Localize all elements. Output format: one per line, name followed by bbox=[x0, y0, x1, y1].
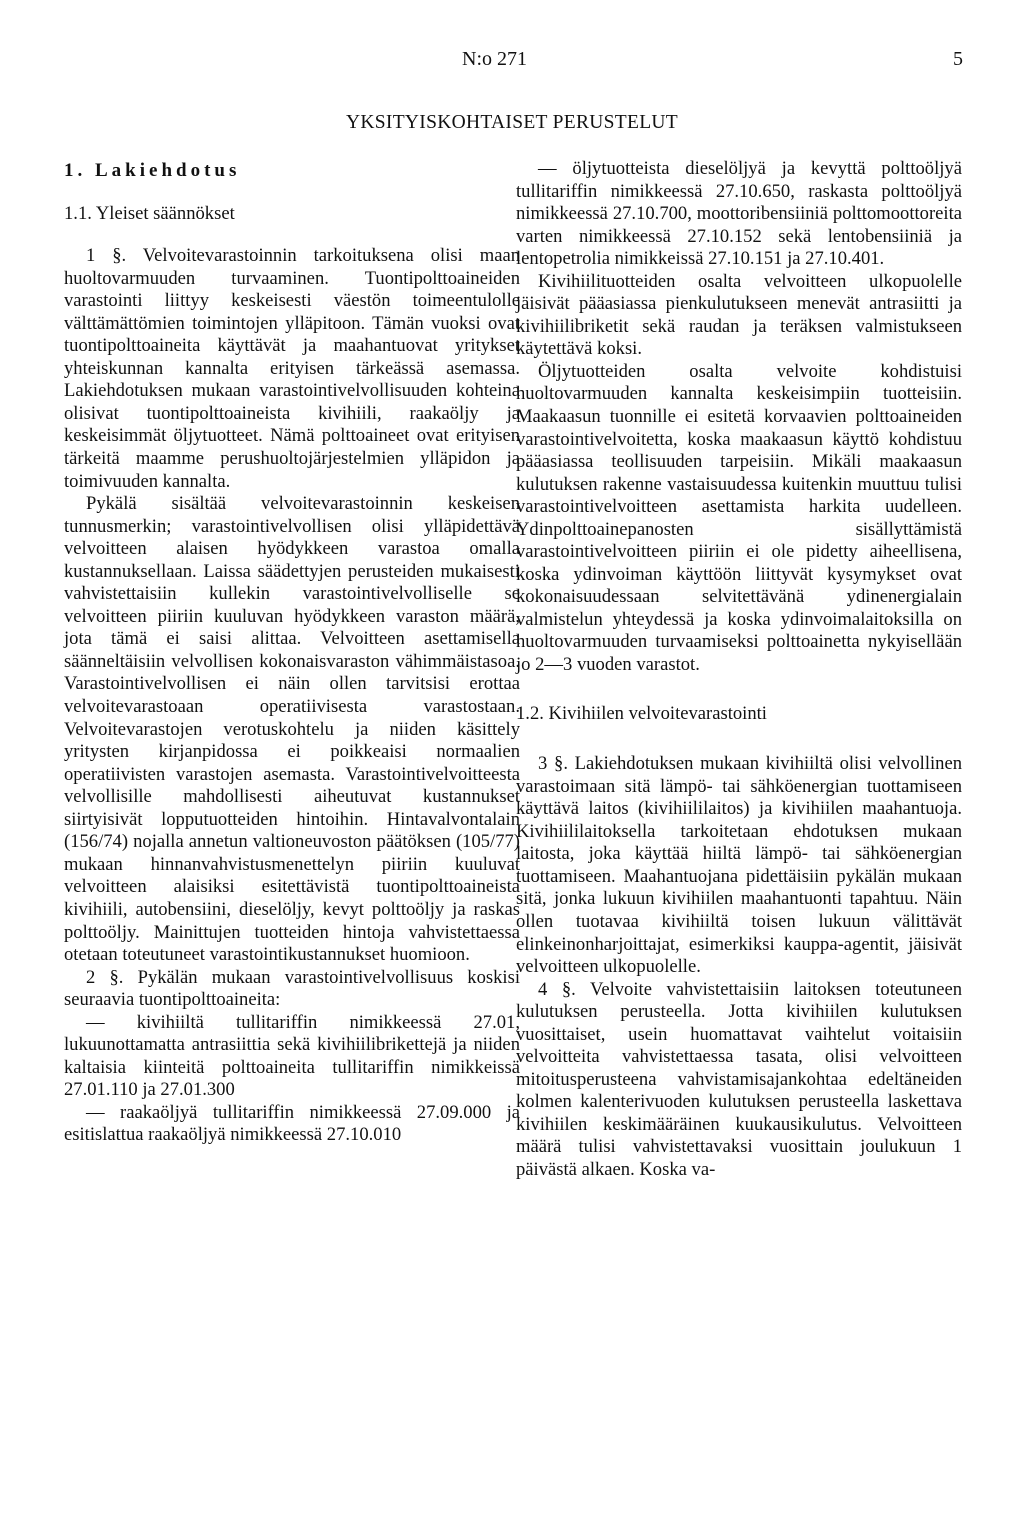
paragraph: Öljytuotteiden osalta velvoite kohdistuisi huoltovarmuuden kannalta keskeisimpiin tuotteisiin. Maakaasun tuonnille ei esitetä korvaavien polttoaineiden varastointivelvoitetta, koska maakaasun käyttö kohdistuu pääasiassa teollisuuden tarpeisiin. Mikäli maakaasun kulutuksen rakenne vastaisuudessa kuitenkin muuttuu tulisi varastointivelvoitteen asettamista harkita uudelleen. Ydinpolttoainepanosten sisällyttämistä varastointivelvoitteen piiriin ei ole pidetty aiheellisena, koska ydinvoiman käyttöön liittyvät kysymykset ovat kokonaisuudessaan selvitettävänä ydinenergialain valmistelun yhteydessä ja koska ydinvoimalaitoksilla on huoltovarmuuden turvaamiseksi polttoainetta nykyisellään jo 2—3 vuoden varastot. bbox=[516, 360, 962, 676]
list-item: — raakaöljyä tullitariffin nimikkeessä 27.09.000 ja esitislattua raakaöljyä nimikkeessä 27.10.010 bbox=[64, 1101, 520, 1146]
left-column bbox=[64, 160, 520, 1147]
paragraph: Pykälä sisältää velvoitevarastoinnin keskeisen tunnusmerkin; varastointivelvollisen olisi ylläpidettävä velvoitteen alaisen hyödykkeen varastoa omalla kustannuksellaan. Laissa säädettyjen perusteiden mukaisesti vahvistettaisiin kullekin varastointivelvolliselle se velvoitteen piiriin kuuluvan hyödykkeen varaston määrä, jota tämä ei saisi alittaa. Velvoitteen asettamisella säänneltäisiin velvollisen kokonaisvaraston vähimmäistasoa. Varastointivelvollisen ei näin ollen tarvitsisi erottaa velvoitevarastoaan operatiivisesta varastostaan. Velvoitevarastojen verotuskohtelu ja niiden käsittely yritysten kirjanpidossa ei poikkeaisi normaalien operatiivisten varastojen asemasta. Varastointivelvoitteesta velvollisille mahdollisesti aiheutuvat kustannukset siirtyisivät lopputuotteiden hintoihin. Hintavalvontalain (156/74) nojalla annetun valtioneuvoston päätöksen (105/77) mukaan hinnanvahvistusmenettelyn piiriin kuuluvat velvoitteen alaisiksi esitettävistä tuontipolttoaineista kivihiili, autobensiini, dieselöljy, kevyt polttoöljy ja raskas polttoöljy. Mainittujen tuotteiden hintoja vahvistettaessa otetaan toteutuneet varastointikustannukset huomioon. bbox=[64, 493, 520, 966]
subsection-heading: 1.2. Kivihiilen velvoitevarastointi bbox=[516, 702, 767, 724]
paragraph: 4 §. Velvoite vahvistettaisiin laitoksen toteutuneen kulutuksen perusteella. Jotta kivihiilen kulutuksen vuosittaiset, usein huomattavat vaihtelut voitaisiin velvoitteita vahvistettaessa tasata, olisi velvoitteen mitoitusperusteena vahvistamisajankohtaa edeltäneiden kolmen kalenterivuoden kulutuksen perusteella laskettava kivihiilen keskimääräinen kuukausikulutus. Velvoitteen määrä tulisi vahvistettavaksi vuosittain joulukuun 1 päivästä alkaen. Koska va- bbox=[516, 978, 962, 1180]
document-number: N:o 271 bbox=[462, 48, 527, 70]
list-item: — kivihiiltä tullitariffin nimikkeessä 27.01, lukuunottamatta antrasiittia sekä kivihiilibrikettejä ja niiden kaltaisia kiinteitä polttoaineita tullitariffin nimikkeissä 27.01.110 ja 27.01.300 bbox=[64, 1011, 520, 1101]
right-column bbox=[516, 158, 962, 1182]
subsection-heading: 1.1. Yleiset säännökset bbox=[64, 202, 235, 224]
paragraph: 2 §. Pykälän mukaan varastointivelvollisuus koskisi seuraavia tuontipolttoaineita: bbox=[64, 966, 520, 1011]
paragraph: Kivihiilituotteiden osalta velvoitteen ulkopuolelle jäisivät pääasiassa pienkulutukseen menevät antrasiitti ja kivihiilibriketit sekä raudan ja teräksen valmistukseen käytettävä koksi. bbox=[516, 270, 962, 360]
section-title: YKSITYISKOHTAISET PERUSTELUT bbox=[345, 112, 679, 133]
page-number: 5 bbox=[953, 48, 963, 70]
list-item: — öljytuotteista dieselöljyä ja kevyttä polttoöljyä tullitariffin nimikkeessä 27.10.650, raskasta polttoöljyä nimikkeessä 27.10.700, moottoribensiiniä polttomoottoreita varten nimikkeessä 27.10.152 sekä lentobensiiniä ja lentopetrolia nimikkeissä 27.10.151 ja 27.10.401. bbox=[516, 158, 962, 270]
paragraph: 3 §. Lakiehdotuksen mukaan kivihiiltä olisi velvollinen varastoimaan sitä lämpö- tai sähköenergian tuottamiseen käyttävä laitos (kivihiililaitos) ja kivihiilen maahantuoja. Kivihiililaitoksella tarkoitetaan ehdotuksen mukaan laitosta, joka käyttää hiiltä lämpö- tai sähköenergian tuottamiseen. Maahantuojana pidettäisiin pykälän mukaan sitä, jonka lukuun kivihiilen maahantuonti tapahtuu. Näin ollen tuotavaa kivihiiltä toisen lukuun välittävät elinkeinonharjoittajat, esimerkiksi kauppa-agentit, jäisivät velvoitteen ulkopuolelle. bbox=[516, 753, 962, 978]
paragraph: 1 §. Velvoitevarastoinnin tarkoituksena olisi maan huoltovarmuuden turvaaminen. Tuontipolttoaineiden varastointi liittyy keskeisesti väestön toimeentulolle välttämättömien toimintojen ylläpitoon. Tämän vuoksi ovat tuontipolttoaineita käyttävät ja maahantuovat yritykset yhteiskunnan kannalta erityisen tärkeässä asemassa. Lakiehdotuksen mukaan varastointivelvollisuuden kohteina olisivat tuontipolttoaineista kivihiili, raakaöljy ja keskeisimmät öljytuotteet. Nämä polttoaineet ovat erityisen tärkeitä maamme perushuoltojärjestelmien ylläpidon ja toimivuuden kannalta. bbox=[64, 245, 520, 492]
chapter-heading: 1. Lakiehdotus bbox=[64, 160, 241, 181]
page-header bbox=[0, 48, 1024, 78]
